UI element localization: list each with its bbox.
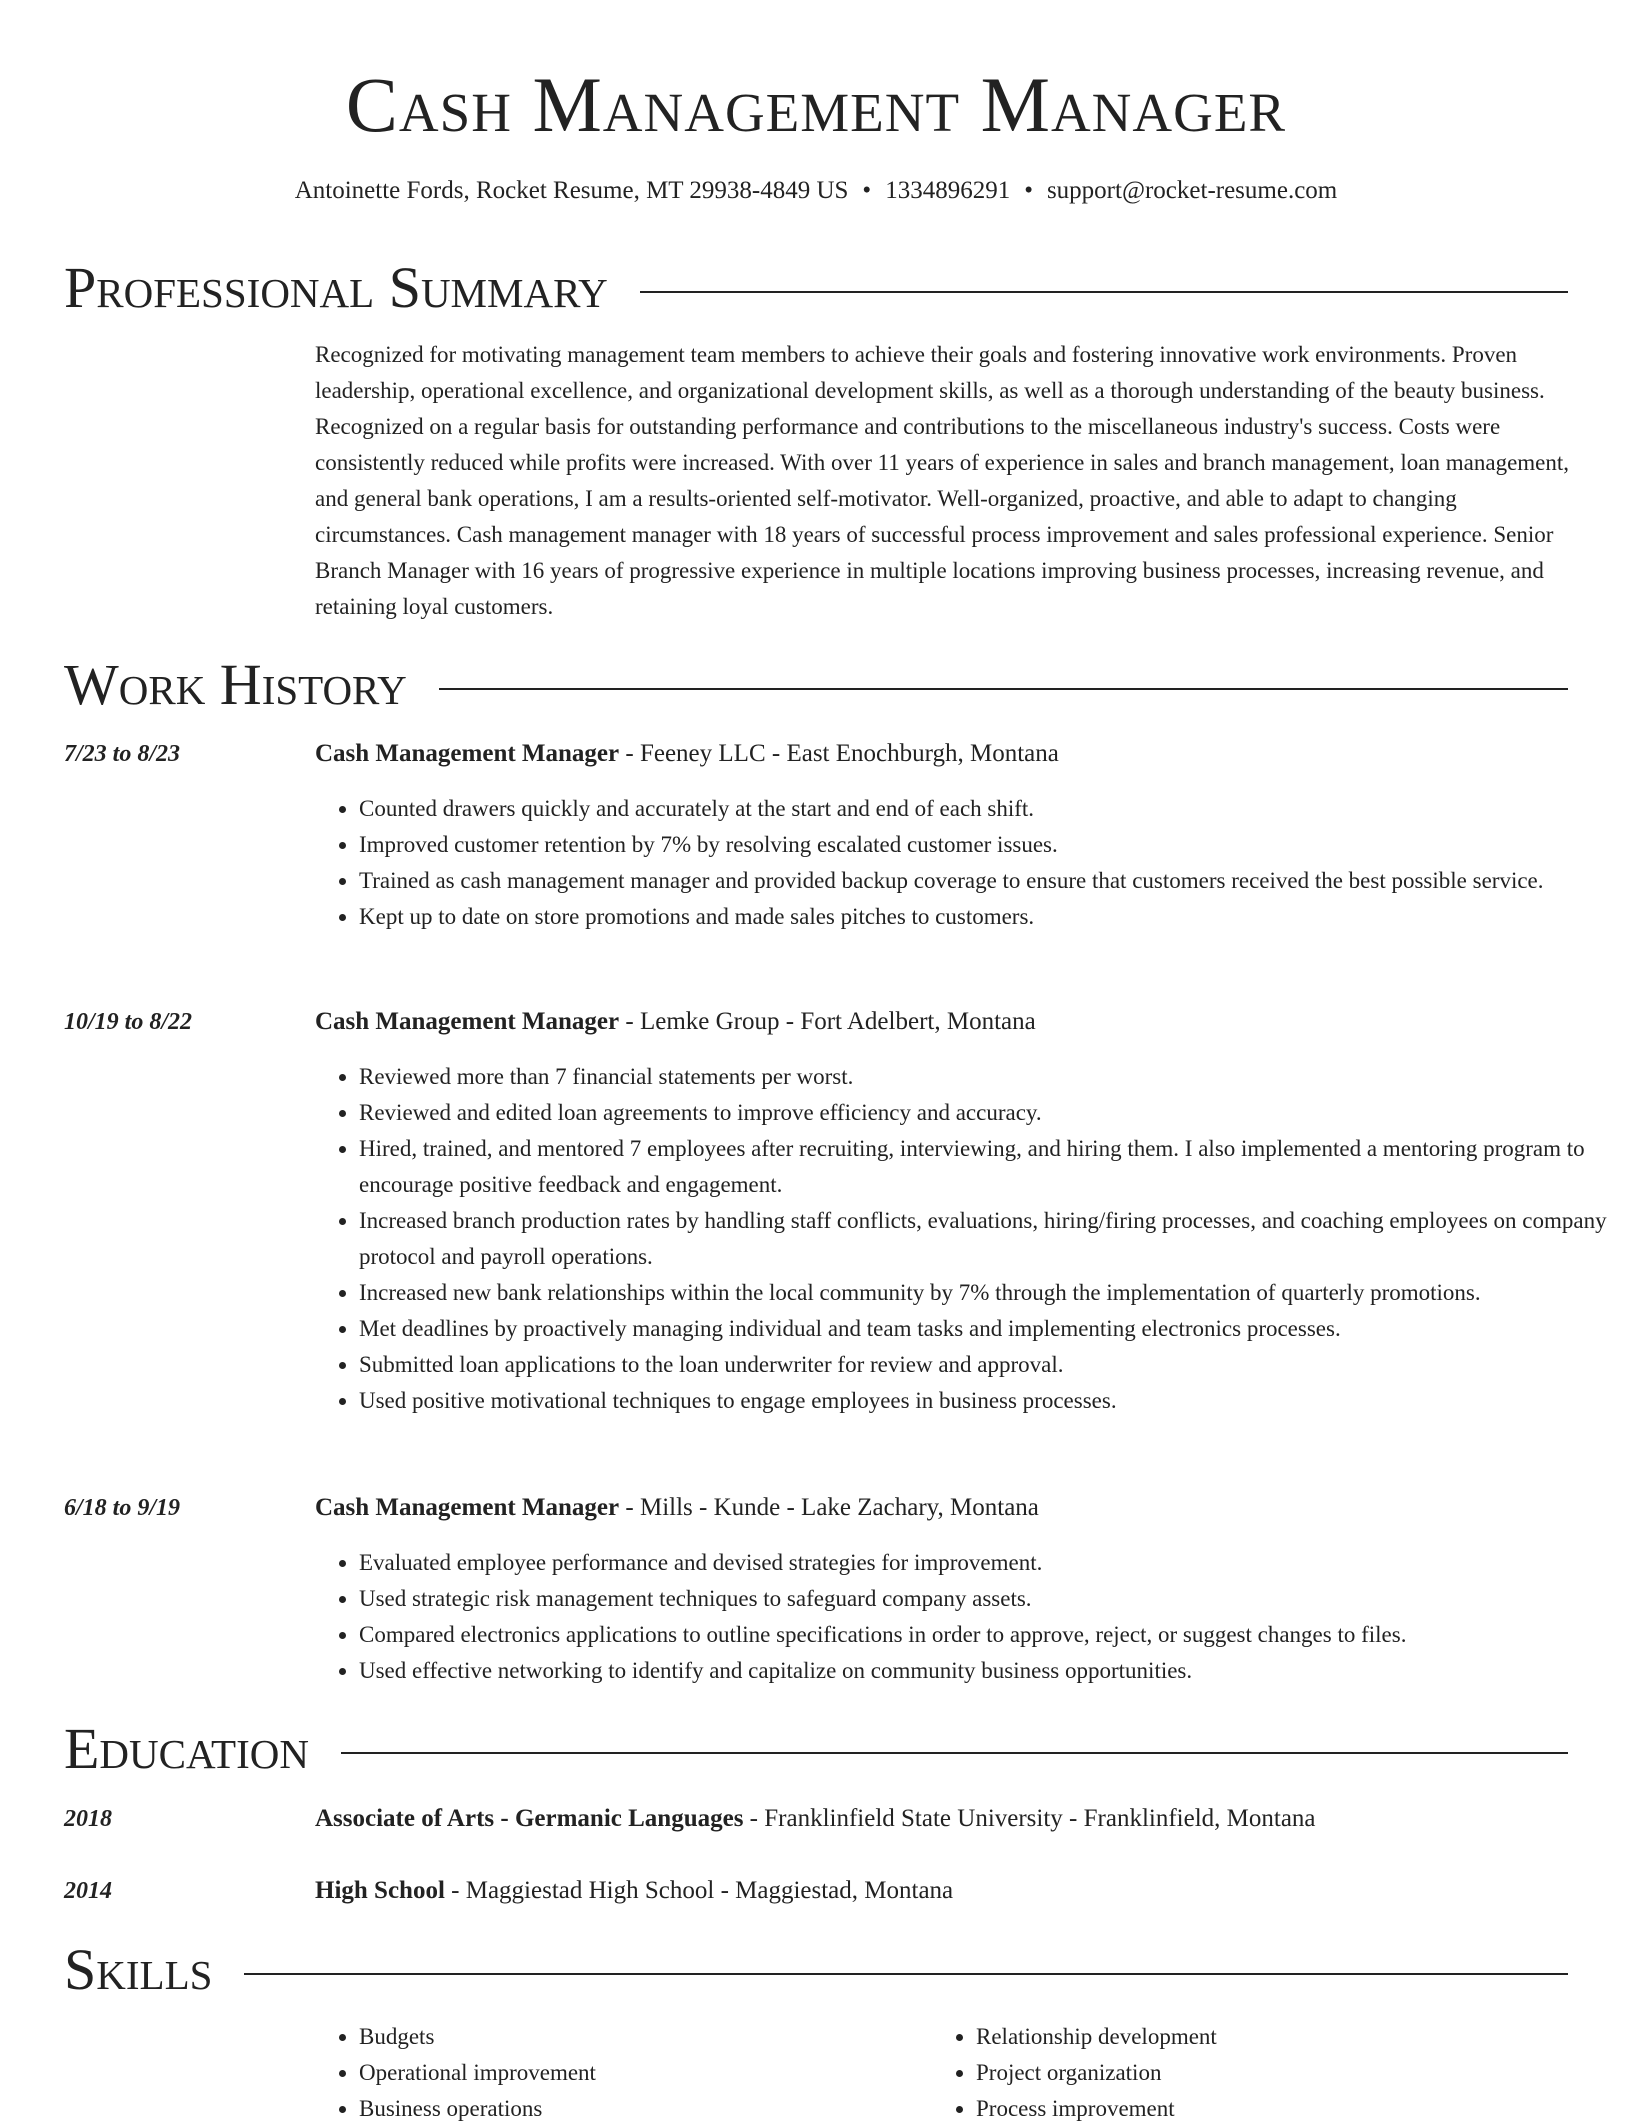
summary-text: Recognized for motivating management team members to achieve their goals and fostering innovative work environments. Proven leadership, operational excellence, and organizational development skills, as well as a thorough understanding of the beauty business. Recognized on a regular basis for outstanding performance and contributions to the miscellaneous industry's success. Costs were consistently reduced while profits were increased. With over 11 years of experience in sales and branch management, loan management, and general bank operations, I am a results-oriented self-motivator. Well-organized, proactive, and able to adapt to changing circumstances. Cash management manager with 18 years of successful process improvement and sales professional experience. Senior Branch Manager with 16 years of progressive experience in multiple locations improving business processes, increasing revenue, and retaining loyal customers. xyxy=(315,342,1570,619)
contact-line xyxy=(0,175,1632,207)
contact-email[interactable]: support@rocket-resume.com xyxy=(1046,177,1338,204)
education-degree: Associate of Arts - Germanic Languages xyxy=(315,1805,744,1832)
list-item: • Used effective networking to identify and capitalize on community business opportunities. xyxy=(359,1653,1614,1689)
section-divider xyxy=(640,291,1568,293)
education-year: 2014 xyxy=(64,1878,112,1904)
contact-separator: • xyxy=(1024,177,1033,204)
list-item: • Increased new bank relationships within the local community by 7% through the implementation of quarterly promotions. xyxy=(359,1275,1614,1311)
summary-section-header xyxy=(64,253,1568,323)
work-section-title: Work History xyxy=(64,652,407,717)
section-divider xyxy=(439,688,1568,690)
job-title: Cash Management Manager xyxy=(315,740,620,767)
job-bullets xyxy=(315,1059,1614,1419)
skill-item: • Project organization xyxy=(976,2055,1536,2091)
job-bullets xyxy=(315,1545,1614,1689)
skill-item: • Process improvement xyxy=(976,2091,1536,2127)
skill-item: • Operational improvement xyxy=(359,2055,919,2091)
work-section-header xyxy=(64,650,1568,720)
list-item: • Used strategic risk management techniques to safeguard company assets. xyxy=(359,1581,1614,1617)
education-school: - Maggiestad High School - Maggiestad, Montana xyxy=(444,1877,954,1904)
contact-address: Antoinette Fords, Rocket Resume, MT 29938-4849 US xyxy=(294,177,849,204)
skill-item: • Business operations xyxy=(359,2091,919,2127)
skills-section-header xyxy=(64,1935,1568,2005)
education-degree: High School xyxy=(315,1877,445,1904)
job-title: Cash Management Manager xyxy=(315,1494,620,1521)
list-item: • Evaluated employee performance and devised strategies for improvement. xyxy=(359,1545,1614,1581)
skill-item: • Relationship development xyxy=(976,2019,1536,2055)
list-item: • Increased branch production rates by handling staff conflicts, evaluations, hiring/firing processes, and coaching employees on company protocol and payroll operations. xyxy=(359,1203,1614,1275)
skill-item: • Budgets xyxy=(359,2019,919,2055)
list-item: • Used positive motivational techniques to engage employees in business processes. xyxy=(359,1383,1614,1419)
list-item: • Kept up to date on store promotions and made sales pitches to customers. xyxy=(359,899,1614,935)
contact-separator: • xyxy=(862,177,872,204)
list-item: • Submitted loan applications to the loan underwriter for review and approval. xyxy=(359,1347,1614,1383)
list-item: • Met deadlines by proactively managing individual and team tasks and implementing electronics processes. xyxy=(359,1311,1614,1347)
education-school: - Franklinfield State University - Franklinfield, Montana xyxy=(743,1805,1316,1832)
job-employer: - Mills - Kunde - Lake Zachary, Montana xyxy=(619,1494,1039,1521)
resume-title: Cash Management Manager xyxy=(345,61,1287,148)
job-heading xyxy=(315,738,1570,770)
education-heading xyxy=(315,1875,1570,1907)
education-heading xyxy=(315,1803,1570,1835)
list-item: • Compared electronics applications to outline specifications in order to approve, reject, or suggest changes to files. xyxy=(359,1617,1614,1653)
list-item: • Counted drawers quickly and accurately at the start and end of each shift. xyxy=(359,791,1614,827)
list-item: • Improved customer retention by 7% by resolving escalated customer issues. xyxy=(359,827,1614,863)
section-divider xyxy=(244,1973,1568,1975)
job-heading xyxy=(315,1492,1570,1524)
job-employer: - Feeney LLC - East Enochburgh, Montana xyxy=(619,740,1059,767)
list-item: • Reviewed and edited loan agreements to improve efficiency and accuracy. xyxy=(359,1095,1614,1131)
education-section-header xyxy=(64,1714,1568,1784)
skills-section-title: Skills xyxy=(64,1937,213,2002)
list-item: • Trained as cash management manager and provided backup coverage to ensure that customers received the best possible service. xyxy=(359,863,1614,899)
list-item: • Reviewed more than 7 financial statements per worst. xyxy=(359,1059,1614,1095)
skills-list-left xyxy=(315,2019,919,2127)
job-title: Cash Management Manager xyxy=(315,1008,620,1035)
contact-phone: 1334896291 xyxy=(885,177,1011,204)
education-year: 2018 xyxy=(64,1806,112,1832)
summary-section-title: Professional Summary xyxy=(64,255,608,320)
list-item: • Hired, trained, and mentored 7 employees after recruiting, interviewing, and hiring them. I also implemented a mentoring program to encourage positive feedback and engagement. xyxy=(359,1131,1614,1203)
section-divider xyxy=(341,1752,1568,1754)
job-bullets xyxy=(315,791,1614,935)
job-dates: 6/18 to 9/19 xyxy=(64,1495,181,1521)
education-section-title: Education xyxy=(64,1716,309,1781)
skills-list-right xyxy=(932,2019,1536,2127)
job-heading xyxy=(315,1006,1570,1038)
job-employer: - Lemke Group - Fort Adelbert, Montana xyxy=(619,1008,1036,1035)
job-dates: 10/19 to 8/22 xyxy=(64,1009,193,1035)
job-dates: 7/23 to 8/23 xyxy=(64,741,181,767)
